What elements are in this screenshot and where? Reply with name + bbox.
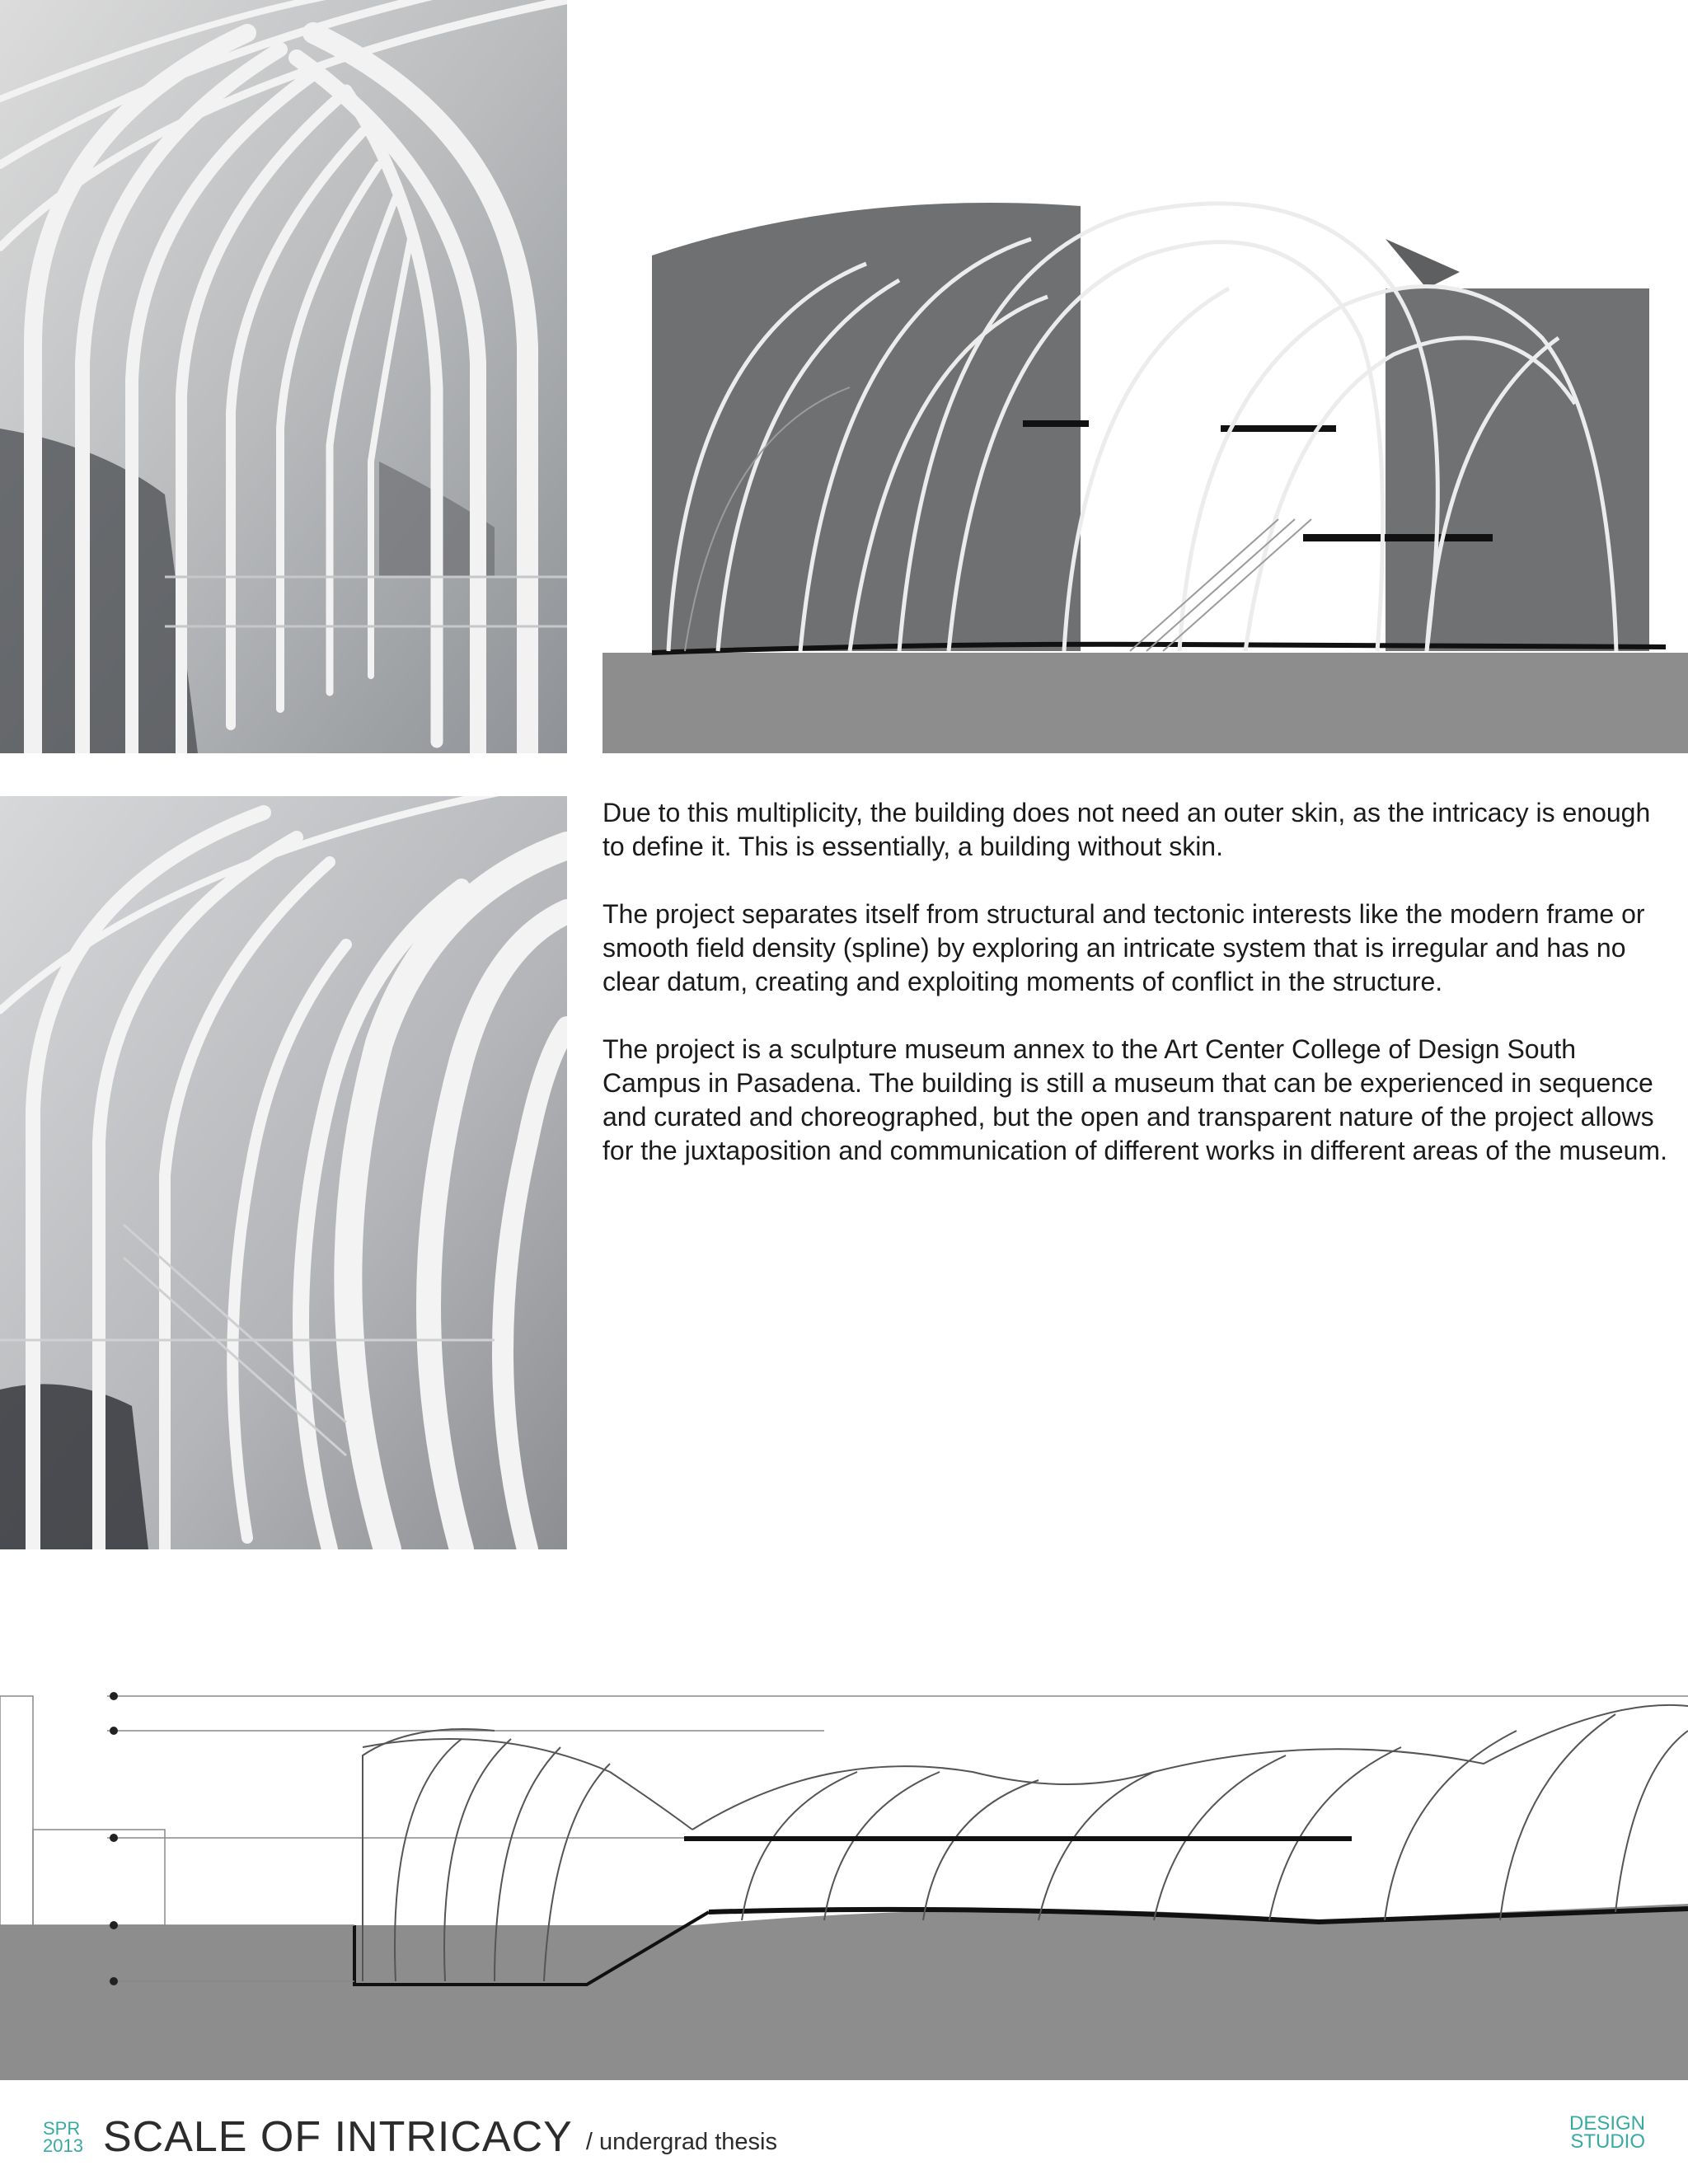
project-title: SCALE OF INTRICACY [102,2113,573,2161]
description-paragraph-2: The project separates itself from structural and tectonic interests like the modern frame or smooth field density (spline) by exploring an intricate system that is irregular and has no clear datum, creating and exploiting moments of conflict in the structure. [603,899,1645,996]
interior-render-top [0,0,567,753]
term-year: 2013 [43,2135,83,2156]
interior-render-bottom [0,796,567,1549]
interior-render-bottom-image [0,796,567,1549]
longitudinal-section-image [0,1681,1688,2080]
footer-title-block [43,2108,777,2166]
interior-render-top-image [0,0,567,753]
longitudinal-section-drawing [0,1681,1688,2080]
description-paragraph-3: The project is a sculpture museum annex to the Art Center College of Design South Campus in Pasadena. The building is still a museum that can be experienced in sequence and curated and choreographed, but the open and transparent nature of the project allows for the juxtaposition and communication of different works in different areas of the museum. [603,1034,1667,1165]
elevation-drawing-image [603,173,1688,753]
term-season: SPR [43,2118,81,2139]
project-description [603,796,1674,1202]
studio-label-line-1: DESIGN [1568,2112,1645,2135]
studio-label-line-2: STUDIO [1570,2130,1645,2153]
elevation-drawing [603,173,1688,753]
project-subtitle: / undergrad thesis [585,2128,777,2155]
description-paragraph-1: Due to this multiplicity, the building does not need an outer skin, as the intricacy is enough to define it. This is essentially, a building without skin. [603,798,1651,861]
term-label [43,2120,83,2154]
studio-label [1568,2112,1645,2153]
